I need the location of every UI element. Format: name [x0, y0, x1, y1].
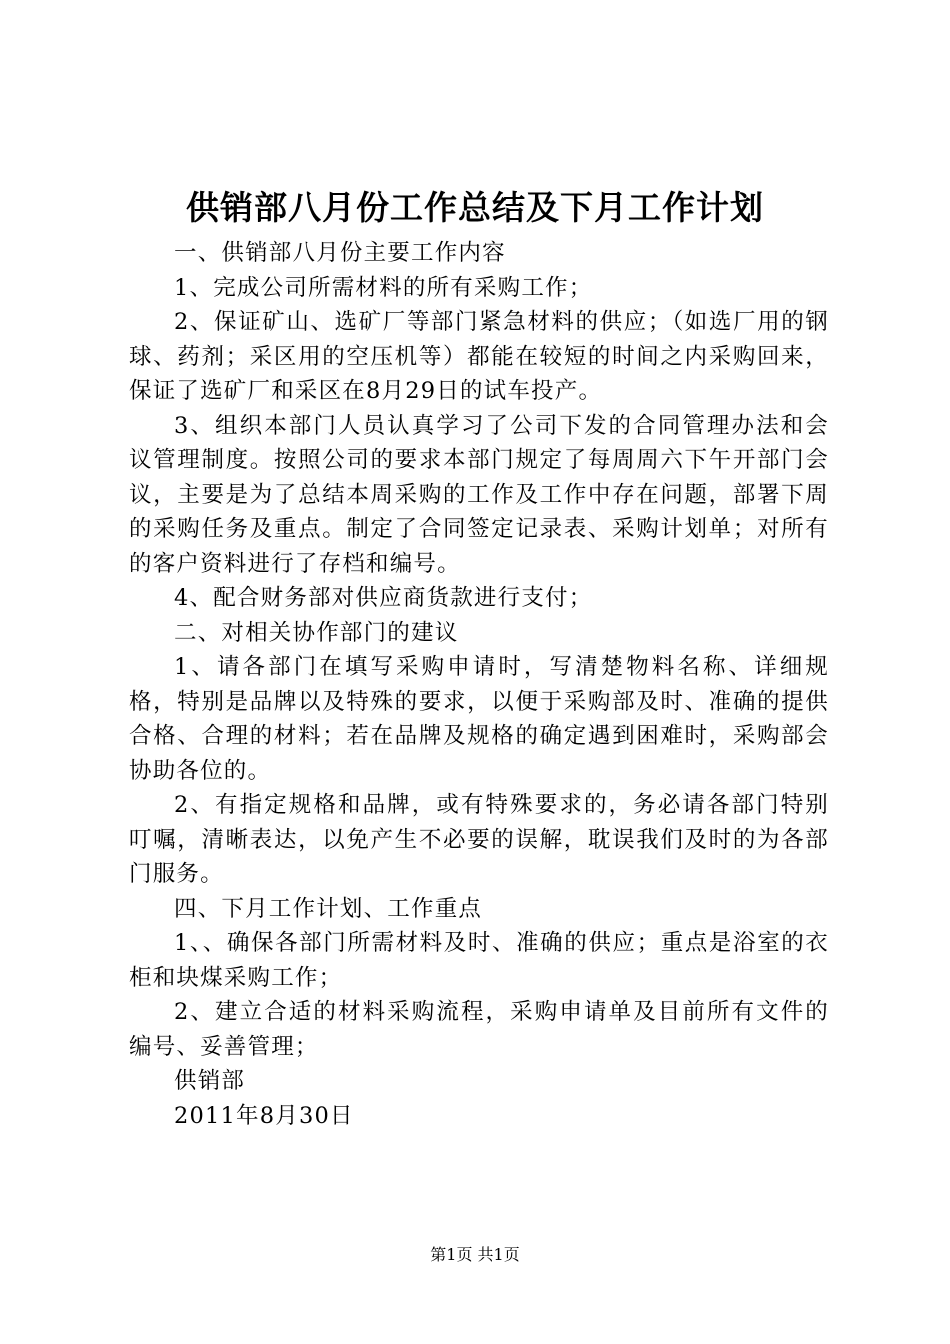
paragraph: 2、保证矿山、选矿厂等部门紧急材料的供应；（如选厂用的钢球、药剂；采区用的空压机等）都能在较短的时间之内采购回来，保证了选矿厂和采区在8月29日的试车投产。	[129, 309, 829, 404]
paragraph: 2、有指定规格和品牌，或有特殊要求的，务必请各部门特别叮嘱，清晰表达，以免产生不必要的误解，耽误我们及时的为各部门服务。	[129, 792, 829, 887]
paragraph: 1、、确保各部门所需材料及时、准确的供应；重点是浴室的衣柜和块煤采购工作；	[129, 930, 829, 991]
page-footer: 第1页 共1页	[430, 1245, 520, 1264]
signature-department: 供销部	[174, 1068, 246, 1094]
document-title: 供销部八月份工作总结及下月工作计划	[186, 188, 764, 227]
signature-date: 2011年8月30日	[174, 1102, 354, 1129]
paragraph: 2、建立合适的材料采购流程，采购申请单及目前所有文件的编号、妥善管理；	[129, 999, 829, 1060]
document-body	[129, 236, 829, 1133]
paragraph: 4、配合财务部对供应商货款进行支付；	[174, 585, 593, 611]
paragraph: 1、完成公司所需材料的所有采购工作；	[174, 274, 593, 301]
paragraph: 3、组织本部门人员认真学习了公司下发的合同管理办法和会议管理制度。按照公司的要求本部门规定了每周周六下午开部门会议，主要是为了总结本周采购的工作及工作中存在问题，部署下周的采购任务及重点。制定了合同签定记录表、采购计划单；对所有的客户资料进行了存档和编号。	[129, 412, 829, 577]
section-heading-1: 一、供销部八月份主要工作内容	[174, 240, 506, 266]
paragraph: 1、请各部门在填写采购申请时，写清楚物料名称、详细规格，特别是品牌以及特殊的要求，以便于采购部及时、准确的提供合格、合理的材料；若在品牌及规格的确定遇到困难时，采购部会协助各位的。	[129, 654, 829, 784]
section-heading-4: 四、下月工作计划、工作重点	[174, 895, 483, 922]
section-heading-2: 二、对相关协作部门的建议	[174, 619, 459, 646]
